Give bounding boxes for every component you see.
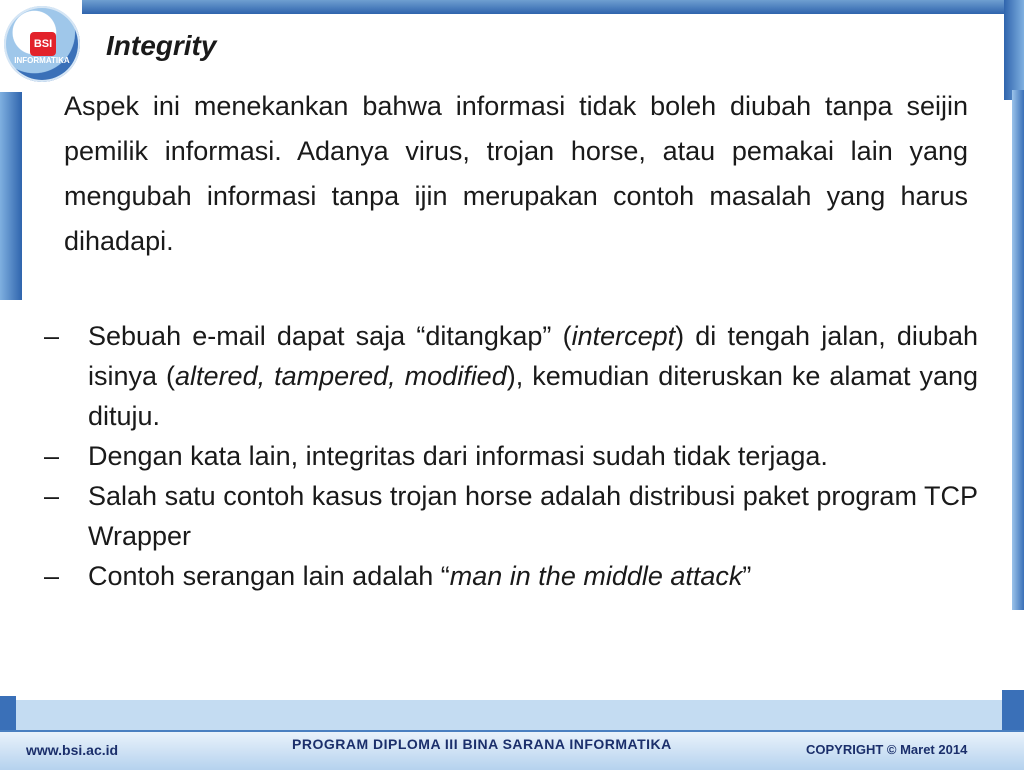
bullet-text: ), kemudian diteruskan ke alamat yang dituju. [88, 361, 978, 431]
right-frame-bar [1012, 90, 1024, 610]
bullet-item-email [44, 316, 978, 436]
bullet-text: ” [742, 561, 752, 591]
bullet-dash: – [44, 481, 60, 511]
bullet-italic-term: intercept [571, 321, 676, 351]
bullet-italic-term: man in the middle attack [449, 561, 743, 591]
bullet-text: Sebuah e-mail dapat saja “ditangkap” ( [88, 321, 572, 351]
logo-ring-text: INFORMATIKA [14, 56, 70, 65]
bsi-logo [4, 6, 80, 82]
bullet-dash: – [44, 441, 60, 471]
footer-url: www.bsi.ac.id [26, 742, 119, 758]
bullet-item-trojan [44, 476, 978, 556]
bullet-text: Contoh serangan lain adalah “ [88, 561, 450, 591]
bullet-text: Dengan kata lain, integritas dari informasi sudah tidak terjaga. [88, 441, 828, 471]
bullet-list [44, 316, 978, 596]
footer-program-name: PROGRAM DIPLOMA III BINA SARANA INFORMATIKA [292, 736, 672, 752]
logo-mark: BSI [30, 32, 56, 56]
bullet-text: Salah satu contoh kasus trojan horse adalah distribusi paket program TCP Wrapper [88, 481, 978, 551]
bullet-dash: – [44, 561, 60, 591]
bullet-item-mitm [44, 556, 978, 596]
bullet-text: ) di tengah jalan, diubah isinya ( [88, 321, 978, 391]
bullet-dash: – [44, 321, 60, 351]
left-frame-bar [0, 92, 22, 300]
intro-paragraph: Aspek ini menekankan bahwa informasi tidak boleh diubah tanpa seijin pemilik informasi. Adanya virus, trojan horse, atau pemakai lain yang mengubah informasi tanpa ijin merupakan contoh masalah yang harus dihadapi. [64, 91, 968, 256]
footer-copyright: COPYRIGHT © Maret 2014 [806, 742, 968, 757]
top-frame-bar [82, 0, 1024, 14]
top-right-frame-bend [1004, 0, 1024, 100]
slide-title: Integrity [106, 30, 217, 61]
bullet-item-integrity [44, 436, 978, 476]
bullet-italic-term: altered, tampered, modified [175, 361, 507, 391]
